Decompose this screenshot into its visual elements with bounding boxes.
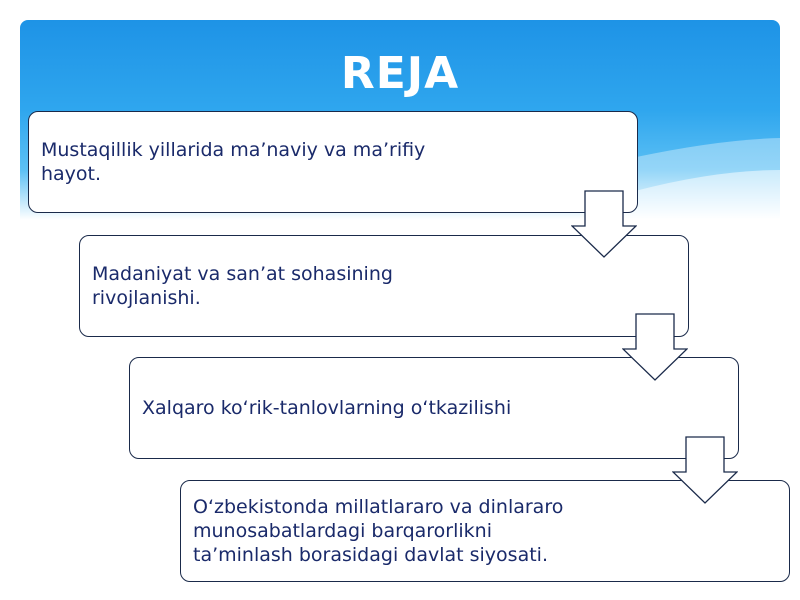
- step-text-4: O‘zbekistonda millatlararo va dinlararo munosabatlardagi barqarorlikni ta’minlash borasidagi davlat siyosati.: [193, 496, 564, 566]
- step-text-3: Xalqaro ko‘rik-tanlovlarning o‘tkazilishi: [142, 397, 512, 419]
- page-title: REJA: [340, 48, 460, 99]
- down-arrow-icon-2: [622, 313, 688, 381]
- step-box-1: [28, 111, 638, 213]
- step-text-2: Madaniyat va san’at sohasining rivojlanishi.: [92, 263, 393, 309]
- down-arrow-icon-1: [571, 190, 637, 258]
- down-arrow-icon-3: [672, 436, 738, 504]
- step-text-1: Mustaqillik yillarida ma’naviy va ma’rifiy hayot.: [41, 139, 426, 185]
